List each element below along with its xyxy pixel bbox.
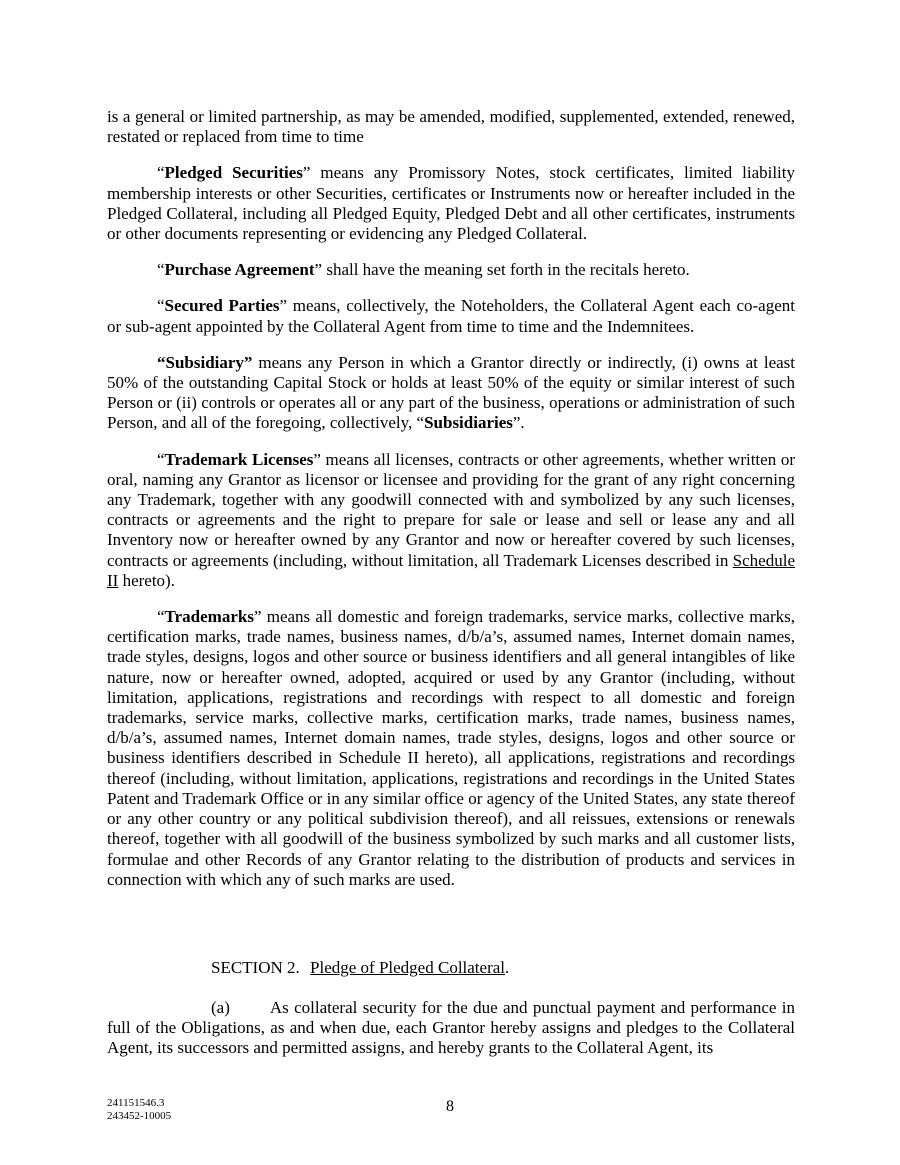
section-period: . xyxy=(505,958,510,977)
definition-end: ”. xyxy=(512,413,525,433)
definition-trademark-licenses xyxy=(107,450,795,591)
defined-term: Purchase Agreement xyxy=(164,260,315,280)
document-body xyxy=(107,107,795,906)
defined-term: Trademarks xyxy=(164,607,254,627)
quote-open: “ xyxy=(157,163,165,183)
quote-open: “ xyxy=(157,296,165,316)
quote-open: “ xyxy=(157,449,165,469)
section-label: SECTION 2. xyxy=(211,958,300,977)
doc-id-line-2: 243452-10005 xyxy=(107,1110,172,1122)
defined-term: Pledged Securities xyxy=(164,163,303,183)
definition-text: ” means, collectively, the Noteholders, the Collateral Agent each co-agent or sub-agent appointed by the Collateral Agent from time to time and the Indemnitees. xyxy=(107,296,795,336)
defined-term: Trademark Licenses xyxy=(164,449,314,469)
subsection-a xyxy=(107,998,795,1059)
defined-term: “Subsidiary” xyxy=(157,352,253,372)
definition-text: ” means any Promissory Notes, stock certificates, limited liability membership interests or other Securities, certificates or Instruments now or hereafter included in the Pledged Collateral, including all Pledged Equity, Pledged Debt and all other certificates, instruments or other documents representing or evidencing any Pledged Collateral. xyxy=(107,163,796,244)
quote-open: “ xyxy=(157,607,165,627)
definition-trademarks xyxy=(107,607,795,890)
doc-id-line-1: 241151546.3 xyxy=(107,1097,165,1109)
subsection-marker: (a) xyxy=(211,998,230,1017)
definition-text: means any Person in which a Grantor directly or indirectly, (i) owns at least 50% of the outstanding Capital Stock or holds at least 50% of the equity or similar interest of such Person or (ii) controls or operates all or any part of the business, operations or administration of such Person, and all of the foregoing, collectively, “ xyxy=(107,352,795,433)
defined-term-plural: Subsidiaries xyxy=(424,413,513,433)
definition-pledged-securities xyxy=(107,163,795,244)
section-heading xyxy=(211,958,711,978)
paragraph-continuation: is a general or limited partnership, as may be amended, modified, supplemented, extended, renewed, restated or replaced from time to time xyxy=(107,107,795,147)
definition-secured-parties xyxy=(107,296,795,336)
definition-end: hereto). xyxy=(118,570,175,590)
defined-term: Secured Parties xyxy=(164,296,280,316)
section-title: Pledge of Pledged Collateral xyxy=(310,958,506,977)
definition-text: ” means all licenses, contracts or other agreements, whether written or oral, naming any Grantor as licensor or licensee and providing for the grant of any right concerning any Trademark, together with any goodwill connected with and symbolized by any such licenses, contracts or agreements and the right to prepare for sale or lease and sell or lease any and all Inventory now or hereafter owned by any Grantor and now or hereafter covered by such licenses, contracts or agreements (including, without limitation, all Trademark Licenses described in xyxy=(107,449,795,570)
definition-text: ” shall have the meaning set forth in the recitals hereto. xyxy=(314,260,690,280)
page-number: 8 xyxy=(446,1098,454,1115)
definition-subsidiary xyxy=(107,353,795,434)
definition-text: ” means all domestic and foreign trademarks, service marks, collective marks, certification marks, trade names, business names, d/b/a’s, assumed names, Internet domain names, trade styles, designs, logos and other source or business identifiers and all general intangibles of like nature, now or hereafter owned, adopted, acquired or used by any Grantor (including, without limitation, applications, registrations and recordings with respect to all domestic and foreign trademarks, service marks, collective marks, certification marks, trade names, business names, d/b/a’s, assumed names, Internet domain names, trade styles, designs, logos and other source or business identifiers described in Schedule II hereto), all applications, registrations and recordings thereof (including, without limitation, applications, registrations and recordings in the United States Patent and Trademark Office or in any similar office or agency of the United States, any state thereof or any other country or any political subdivision thereof), and all reissues, extensions or renewals thereof, together with all goodwill of the business symbolized by such marks and all customer lists, formulae and other Records of any Grantor relating to the distribution of products and services in connection with which any of such marks are used. xyxy=(107,607,795,889)
schedule-reference: Schedule II xyxy=(107,550,795,590)
quote-open: “ xyxy=(157,260,165,280)
subsection-text: As collateral security for the due and punctual payment and performance in full of the Obligations, as and when due, each Grantor hereby assigns and pledges to the Collateral Agent, its successors and permitted assigns, and hereby grants to the Collateral Agent, its xyxy=(107,998,795,1058)
definition-purchase-agreement xyxy=(107,260,795,280)
